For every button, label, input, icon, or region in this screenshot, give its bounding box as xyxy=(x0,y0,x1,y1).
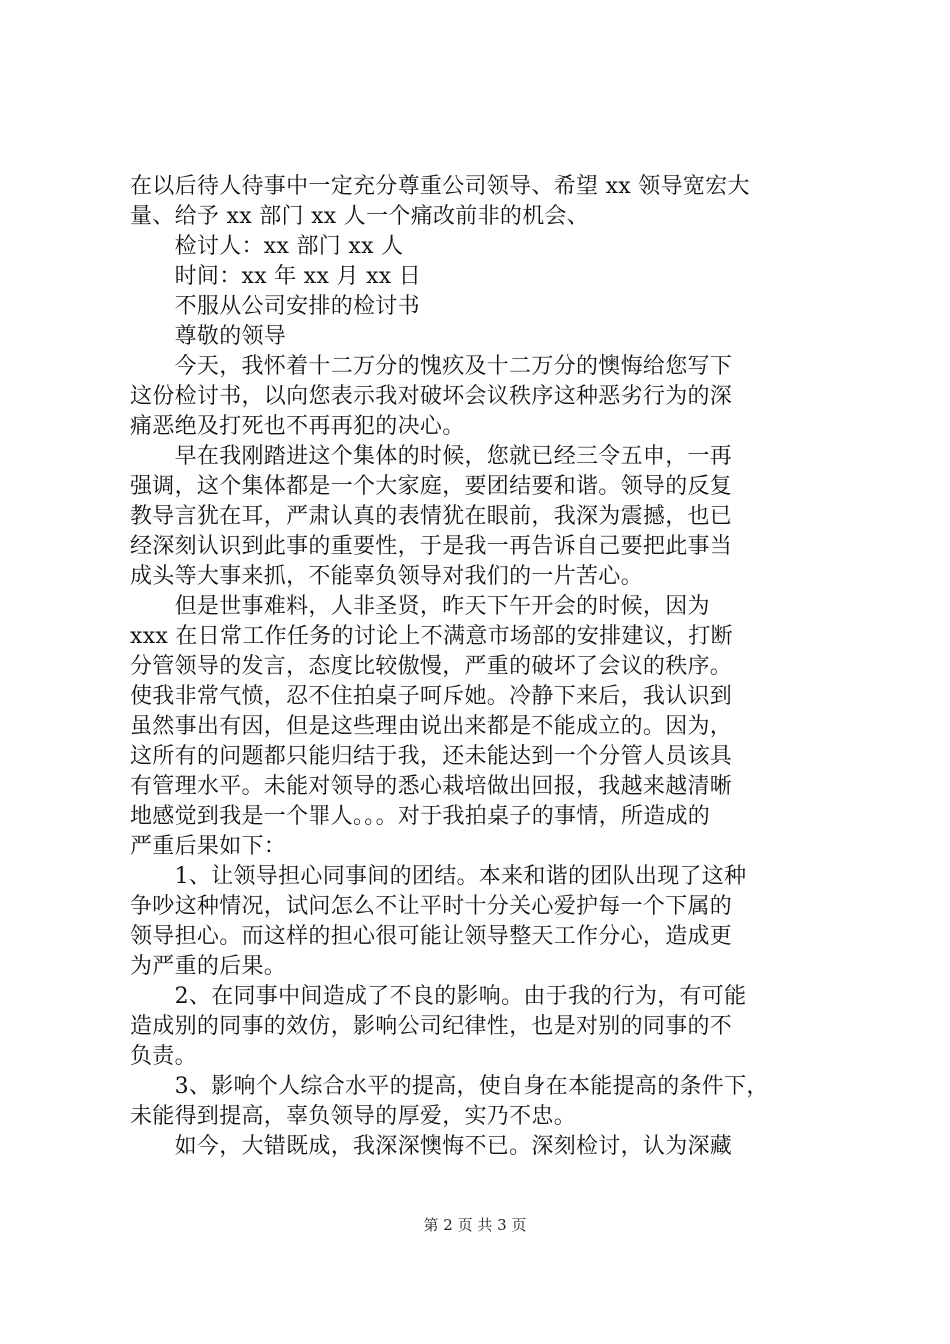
text-line: xxx 在日常工作任务的讨论上不满意市场部的安排建议，打断 xyxy=(130,624,733,649)
text-line: 强调，这个集体都是一个大家庭，要团结要和谐。领导的反复 xyxy=(130,474,733,499)
list-item-line: 2、在同事中间造成了不良的影响。由于我的行为，有可能 xyxy=(130,984,747,1009)
text-line: 但是世事难料，人非圣贤，昨天下午开会的时候，因为 xyxy=(130,594,710,619)
page-number-footer: 第 2 页 共 3 页 xyxy=(423,1216,527,1234)
text-line: 经深刻认识到此事的重要性，于是我一再告诉自己要把此事当 xyxy=(130,534,733,559)
text-line: 这所有的问题都只能归结于我，还未能达到一个分管人员该具 xyxy=(130,744,733,769)
document-body xyxy=(130,172,830,1162)
text-line: 争吵这种情况，试问怎么不让平时十分关心爱护每一个下属的 xyxy=(130,894,733,919)
text-line: 在以后待人待事中一定充分尊重公司领导、希望 xx 领导宽宏大 xyxy=(130,174,750,199)
text-line: 这份检讨书，以向您表示我对破坏会议秩序这种恶劣行为的深 xyxy=(130,384,733,409)
date-line: 时间：xx 年 xx 月 xx 日 xyxy=(130,264,422,289)
text-line: 量、给予 xx 部门 xx 人一个痛改前非的机会、 xyxy=(130,204,590,229)
text-line: 领导担心。而这样的担心很可能让领导整天工作分心，造成更 xyxy=(130,924,733,949)
salutation: 尊敬的领导 xyxy=(130,324,287,349)
text-line: 为严重的后果。 xyxy=(130,954,287,979)
text-line: 今天，我怀着十二万分的愧疚及十二万分的懊悔给您写下 xyxy=(130,354,733,379)
text-line: 严重后果如下： xyxy=(130,834,287,859)
text-line: 使我非常气愤，忍不住拍桌子呵斥她。冷静下来后，我认识到 xyxy=(130,684,733,709)
text-line: 负责。 xyxy=(130,1044,197,1069)
text-line: 虽然事出有因，但是这些理由说出来都是不能成立的。因为， xyxy=(130,714,733,739)
list-item-line: 3、影响个人综合水平的提高，使自身在本能提高的条件下， xyxy=(130,1074,769,1099)
list-item-line: 1、让领导担心同事间的团结。本来和谐的团队出现了这种 xyxy=(130,864,747,889)
text-line: 早在我刚踏进这个集体的时候，您就已经三令五申，一再 xyxy=(130,444,733,469)
text-line: 未能得到提高，辜负领导的厚爱，实乃不忠。 xyxy=(130,1104,577,1129)
text-line: 分管领导的发言，态度比较傲慢，严重的破坏了会议的秩序。 xyxy=(130,654,733,679)
document-title: 不服从公司安排的检讨书 xyxy=(130,294,420,319)
text-line: 有管理水平。未能对领导的悉心栽培做出回报，我越来越清晰 xyxy=(130,774,733,799)
text-line: 痛恶绝及打死也不再再犯的决心。 xyxy=(130,414,465,439)
text-line: 地感觉到我是一个罪人。。。对于我拍桌子的事情，所造成的 xyxy=(130,804,711,829)
text-line: 造成别的同事的效仿，影响公司纪律性，也是对别的同事的不 xyxy=(130,1014,733,1039)
signer-line: 检讨人：xx 部门 xx 人 xyxy=(130,234,404,259)
text-line: 成头等大事来抓，不能辜负领导对我们的一片苦心。 xyxy=(130,564,643,589)
text-line: 如今，大错既成，我深深懊悔不已。深刻检讨，认为深藏 xyxy=(130,1134,733,1159)
text-line: 教导言犹在耳，严肃认真的表情犹在眼前，我深为震撼，也已 xyxy=(130,504,733,529)
